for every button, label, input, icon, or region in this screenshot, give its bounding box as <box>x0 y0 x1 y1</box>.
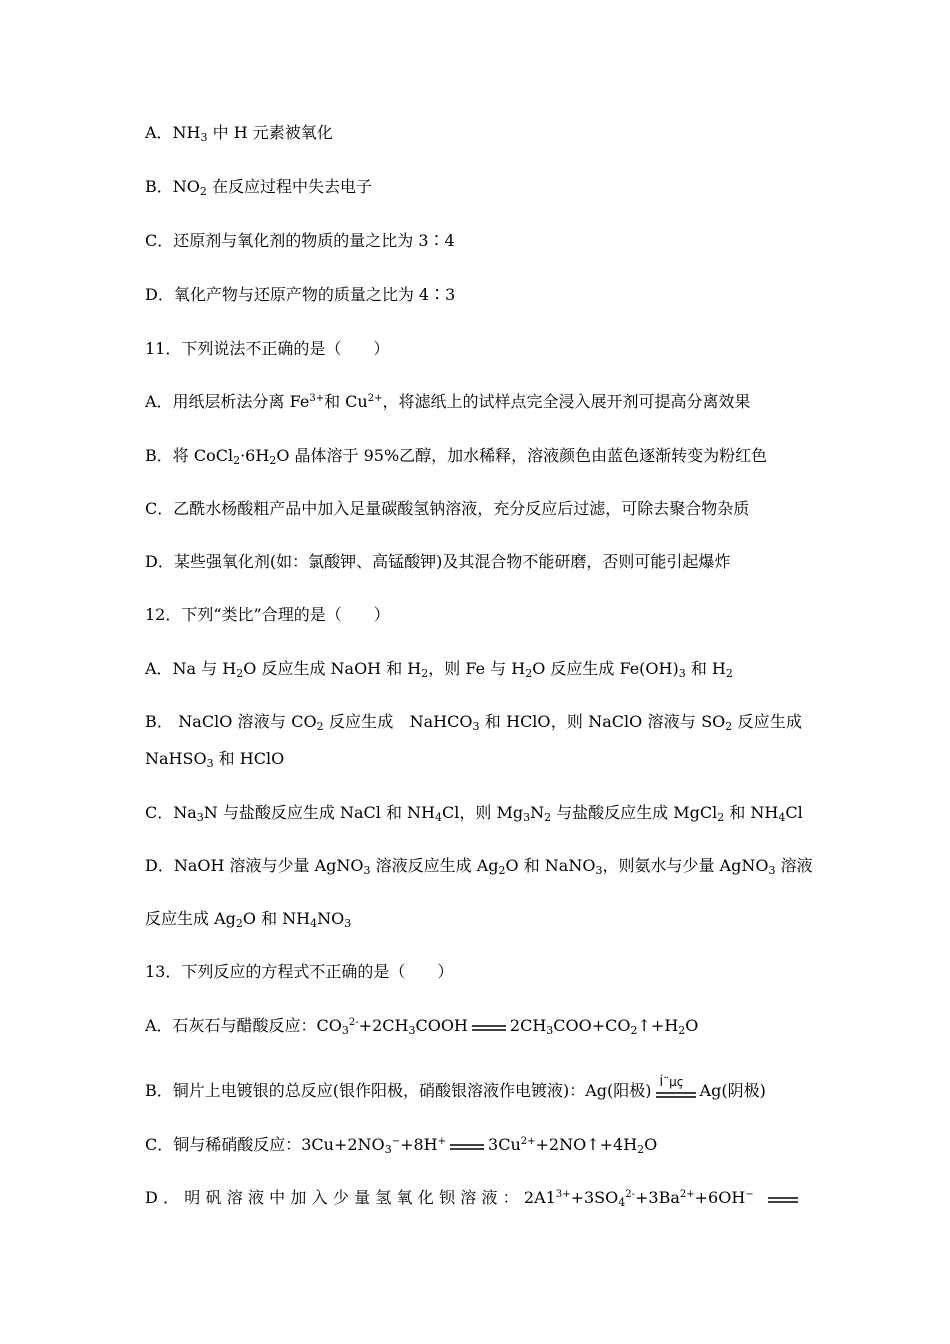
q12-option-d-line1: D．NaOH 溶液与少量 AgNO$_3$ 溶液反应生成 $Ag_2O$ 和 NaNO$_3$，则氨水与少量 AgNO$_3$ 溶液 <box>145 856 813 877</box>
q13-option-b: B．铜片上电镀银的总反应(银作阳极，硝酸银溶液作电镀液)：Ag(阳极) Í¨µç Ag(阴极) <box>145 1080 766 1103</box>
q10-option-d: D．氧化产物与还原产物的质量之比为 4∶3 <box>145 285 456 304</box>
q11-option-a: A．用纸层析法分离 $Fe^{3+}$和 $Cu^{2+}$，将滤纸上的试样点完全浸入展开剂可提高分离效果 <box>145 392 751 411</box>
q13-option-a: A．石灰石与醋酸反应：$CO_3^{2-}+2CH_3COOH$ $2CH_3COO+CO_2↑+H_2O$ <box>145 1016 699 1037</box>
q12-stem: 12．下列“类比”合理的是（ ） <box>145 605 390 624</box>
q11-option-b: B．将 $CoCl_2\cdot 6H_2O$ 晶体溶于 95%乙醇，加水稀释，溶液颜色由蓝色逐渐转变为粉红色 <box>145 446 768 467</box>
q13-option-d: D．明矾溶液中加入少量氢氧化钡溶液：$2A1^{3+}+3SO_4^{2-}+3Ba^{2+}+6OH^-$ <box>145 1187 802 1210</box>
q12-option-b-line1: B． NaClO 溶液与 $CO_2$ 反应生成 NaHCO$_3$ 和 HClO，则 NaClO 溶液与 $SO_2$ 反应生成 <box>145 712 802 733</box>
q13-stem: 13．下列反应的方程式不正确的是（ ） <box>145 962 454 981</box>
q10-option-a: A．$NH_3$ 中 H 元素被氧化 <box>145 123 333 144</box>
q13-option-c: C．铜与稀硝酸反应：$3Cu+2NO_3^-+8H^+$ $3Cu^{2+}+2NO↑+4H_2O$ <box>145 1135 658 1156</box>
q12-option-c: C．$Na_3N$ 与盐酸反应生成 NaCl 和 $NH_4Cl$，则 $Mg_3N_2$ 与盐酸反应生成 MgCl$_2$ 和 $NH_4Cl$ <box>145 803 803 824</box>
electrolysis-equals-sign <box>656 1074 696 1103</box>
q12-option-a: A．Na 与 $H_2O$ 反应生成 NaOH 和 $H_2$，则 Fe 与 $H_2O$ 反应生成 $Fe(OH)_3$ 和 $H_2$ <box>145 659 733 680</box>
q10-option-c: C．还原剂与氧化剂的物质的量之比为 3∶4 <box>145 231 455 250</box>
q11-option-d: D．某些强氧化剂(如：氯酸钾、高锰酸钾)及其混合物不能研磨，否则可能引起爆炸 <box>145 552 731 571</box>
equals-arrow-icon <box>450 1135 484 1157</box>
q12-option-d-line2: 反应生成 $Ag_2O$ 和 $NH_4NO_3$ <box>145 909 352 930</box>
electrolysis-condition-label: Í¨µç <box>659 1074 684 1089</box>
q10-option-b: B．$NO_2$ 在反应过程中失去电子 <box>145 177 372 198</box>
q11-stem: 11．下列说法不正确的是（ ） <box>145 339 390 358</box>
equals-arrow-icon <box>472 1016 506 1038</box>
q12-option-b-line2: NaHSO$_3$ 和 HClO <box>145 749 285 770</box>
q11-option-c: C．乙酰水杨酸粗产品中加入足量碳酸氢钠溶液，充分反应后过滤，可除去聚合物杂质 <box>145 499 750 518</box>
equals-arrow-icon <box>768 1188 798 1210</box>
